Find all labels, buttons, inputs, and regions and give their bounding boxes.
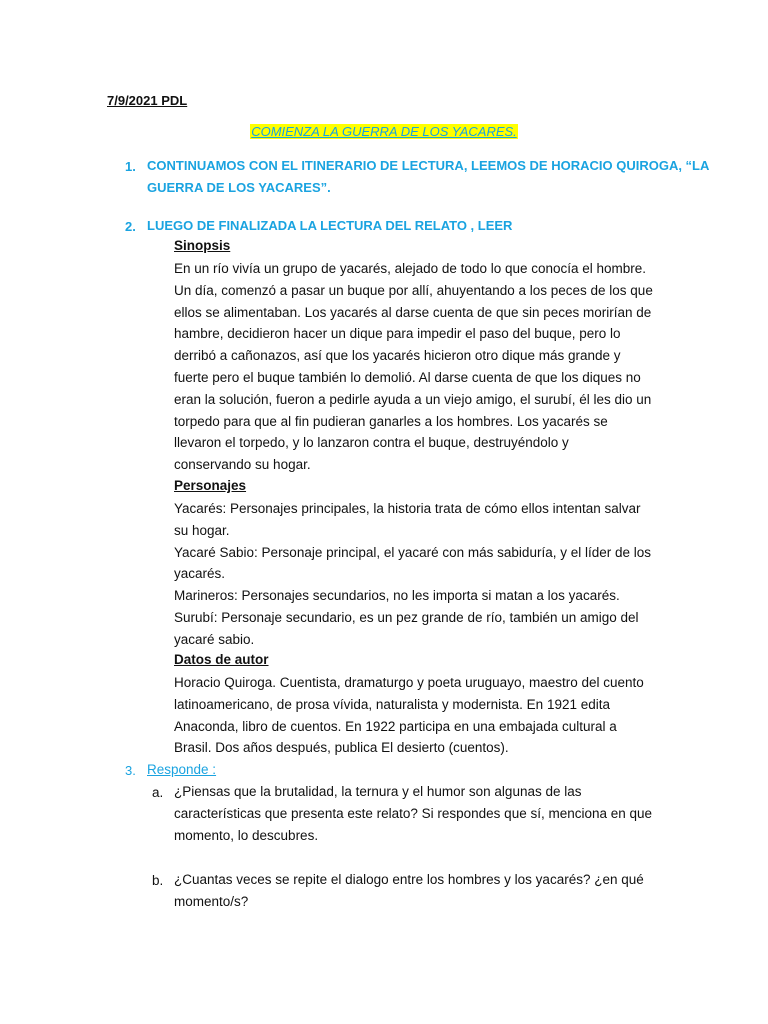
item-2-text xyxy=(147,215,512,237)
question-b-line: ¿Cuantas veces se repite el dialogo entre los hombres y los yacarés? ¿en qué xyxy=(174,872,644,887)
personajes-line: Surubí: Personaje secundario, es un pez grande de río, también un amigo del xyxy=(174,609,639,625)
item-2-number: 2. xyxy=(125,219,136,234)
personajes-body xyxy=(174,498,674,651)
personajes-line: Marineros: Personajes secundarios, no les importa si matan a los yacarés. xyxy=(174,588,620,604)
sinopsis-line: llevaron el torpedo, y lo lanzaron contra el buque, destruyéndolo y xyxy=(174,435,569,451)
sinopsis-line: derribó a cañonazos, así que los yacarés hicieron otro dique más grande y xyxy=(174,348,621,364)
item-1-line: GUERRA DE LOS YACARES”. xyxy=(147,180,331,195)
sinopsis-line: Un día, comenzó a pasar un buque por allí, ahuyentando a los peces de los que xyxy=(174,282,653,298)
document-headline xyxy=(0,124,768,140)
personajes-line: yacarés. xyxy=(174,566,226,582)
autor-body xyxy=(174,672,674,759)
item-1-line: CONTINUAMOS CON EL ITINERARIO DE LECTURA, LEEMOS DE HORACIO QUIROGA, “LA xyxy=(147,158,710,173)
item-1-number: 1. xyxy=(125,159,136,174)
question-a-line: momento, lo descubres. xyxy=(174,827,319,843)
sinopsis-line: conservando su hogar. xyxy=(174,457,311,473)
autor-line: Brasil. Dos años después, publica El desierto (cuentos). xyxy=(174,740,509,756)
sinopsis-line: hambre, decidieron hacer un dique para impedir el paso del buque, pero lo xyxy=(174,326,621,342)
sinopsis-line: En un río vivía un grupo de yacarés, alejado de todo lo que conocía el hombre. xyxy=(174,261,647,276)
sinopsis-line: ellos se alimentaban. Los yacarés al darse cuenta de que sin peces morirían de xyxy=(174,304,652,320)
personajes-heading: Personajes xyxy=(174,478,247,493)
headline-highlight: COMIENZA LA GUERRA DE LOS YACARES. xyxy=(251,124,517,139)
personajes-line: Yacaré Sabio: Personaje principal, el yacaré con más sabiduría, y el líder de los xyxy=(174,544,652,560)
personajes-line: su hogar. xyxy=(174,522,230,538)
autor-heading: Datos de autor xyxy=(174,652,269,667)
question-a-text xyxy=(174,781,674,846)
sinopsis-line: torpedo para que al fin pudieran ganarles a los hombres. Los yacarés se xyxy=(174,413,608,429)
autor-line: Horacio Quiroga. Cuentista, dramaturgo y poeta uruguayo, maestro del cuento xyxy=(174,675,644,690)
autor-line: Anaconda, libro de cuentos. En 1922 participa en una embajada cultural a xyxy=(174,718,617,734)
item-3-number: 3. xyxy=(125,763,136,778)
personajes-line: Yacarés: Personajes principales, la historia trata de cómo ellos intentan salvar xyxy=(174,501,641,516)
question-a-letter: a. xyxy=(152,785,164,800)
question-b-line: momento/s? xyxy=(174,893,249,909)
item-1-text xyxy=(147,155,709,199)
sinopsis-body xyxy=(174,258,674,476)
sinopsis-line: fuerte pero el buque también lo demolió. Al darse cuenta de que los diques no xyxy=(174,369,641,385)
question-a-line: ¿Piensas que la brutalidad, la ternura y el humor son algunas de las xyxy=(174,784,582,799)
personajes-line: yacaré sabio. xyxy=(174,631,255,647)
document-date: 7/9/2021 PDL xyxy=(107,93,188,108)
question-b-letter: b. xyxy=(152,873,164,888)
item-2-line: LUEGO DE FINALIZADA LA LECTURA DEL RELATO , LEER xyxy=(147,218,513,233)
responde-label: Responde : xyxy=(147,762,217,777)
question-b-text xyxy=(174,869,674,913)
question-a-line: características que presenta este relato? Si respondes que sí, menciona en que xyxy=(174,805,653,821)
autor-line: latinoamericano, de prosa vívida, naturalista y modernista. En 1921 edita xyxy=(174,696,611,712)
sinopsis-line: eran la solución, fueron a pedirle ayuda a un viejo amigo, el surubí, él les dio un xyxy=(174,391,652,407)
sinopsis-heading: Sinopsis xyxy=(174,238,231,253)
